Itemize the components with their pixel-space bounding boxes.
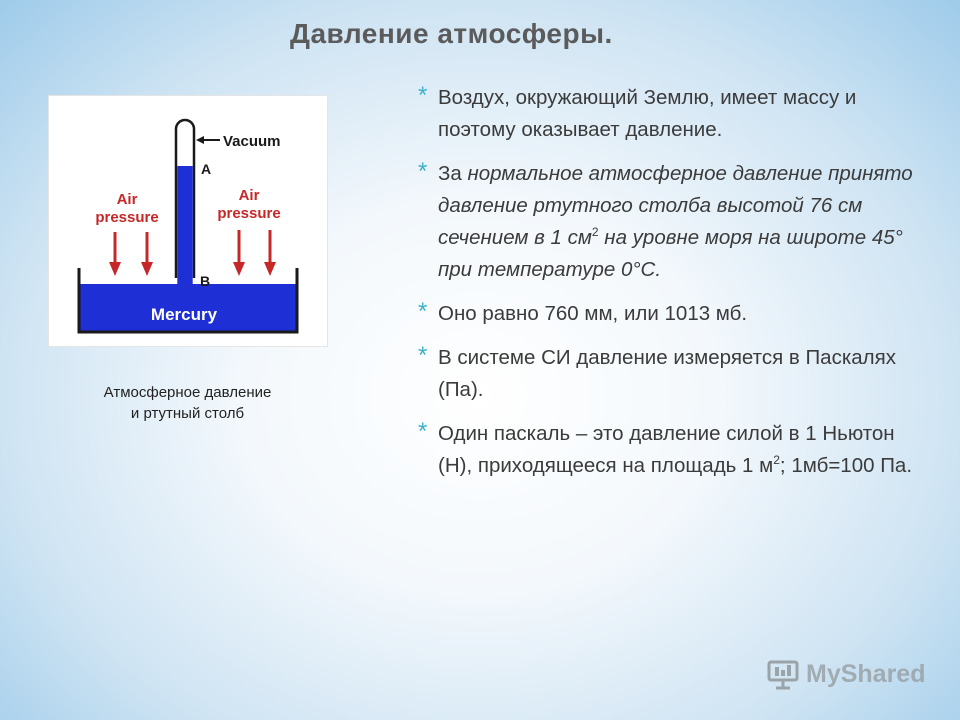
barometer-diagram: [48, 95, 328, 347]
point-b-label: B: [200, 273, 211, 289]
watermark: [766, 656, 925, 692]
superscript: 2: [591, 225, 599, 240]
arrowhead-2: [141, 262, 153, 276]
bullet-text: Один паскаль – это давление силой в 1 Ньютон (Н), приходящееся на площадь 1 м: [438, 422, 895, 477]
air-label-right-2: pressure: [217, 205, 281, 222]
bullet-item: [418, 82, 918, 146]
mercury-label: Mercury: [150, 305, 218, 324]
point-a-label: A: [201, 161, 212, 177]
caption-line-2: и ртутный столб: [130, 405, 245, 422]
vacuum-label: Vacuum: [223, 133, 281, 150]
vacuum-pointer-head: [196, 136, 204, 144]
watermark-text: MyShared: [806, 659, 926, 688]
bullet-text-italic-tail: на уровне моря на широте 45° при температуре 0°С.: [438, 226, 903, 281]
barometer-svg: [49, 96, 327, 346]
bullet-item: [418, 158, 918, 286]
bullet-text-tail: ; 1мб=100 Па.: [779, 454, 913, 477]
superscript: 2: [773, 453, 780, 468]
bullet-text-italic: нормальное атмосферное давление принято давление ртутного столба высотой 76 см сечением в 1 см: [438, 162, 913, 249]
bullet-item: [418, 418, 918, 482]
arrowhead-4: [264, 262, 276, 276]
asterisk-icon: *: [418, 298, 428, 325]
bullet-text: Оно равно 760 мм, или 1013 мб.: [438, 302, 748, 325]
asterisk-icon: *: [418, 82, 428, 109]
air-label-left-2: pressure: [95, 209, 159, 226]
presentation-board-icon: [766, 658, 800, 690]
mercury-column: [177, 166, 192, 286]
bullet-text-lead: За: [438, 162, 468, 185]
asterisk-icon: *: [418, 418, 428, 445]
slide-title: Давление атмосферы.: [290, 18, 613, 49]
arrowhead-3: [233, 262, 245, 276]
figure-caption: [60, 382, 315, 424]
bullet-text: В системе СИ давление измеряется в Паскалях (Па).: [438, 346, 896, 401]
air-label-left-1: Air: [116, 191, 138, 208]
air-label-right-1: Air: [238, 187, 260, 204]
bullet-text: Воздух, окружающий Землю, имеет массу и поэтому оказывает давление.: [438, 86, 857, 141]
caption-line-1: Атмосферное давление: [103, 384, 272, 401]
asterisk-icon: *: [418, 342, 428, 369]
bullet-list: [418, 82, 918, 494]
arrowhead-1: [109, 262, 121, 276]
asterisk-icon: *: [418, 158, 428, 185]
bullet-item: [418, 298, 918, 330]
bullet-item: [418, 342, 918, 406]
